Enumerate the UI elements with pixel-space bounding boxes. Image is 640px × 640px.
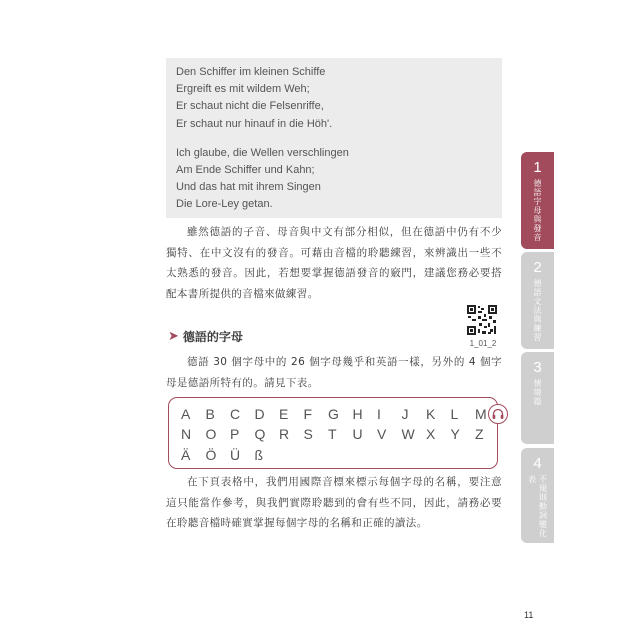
- letter: M: [475, 406, 487, 422]
- letter: R: [279, 426, 290, 442]
- letter: T: [328, 426, 337, 442]
- tab-number: 1: [533, 159, 542, 176]
- tab-chapter-3[interactable]: [521, 352, 554, 444]
- alphabet-row-1: [181, 406, 500, 422]
- tab-label: 情境篇: [533, 379, 542, 406]
- letter: Ü: [230, 447, 241, 463]
- tab-number: 3: [533, 359, 542, 376]
- tab-chapter-2[interactable]: [521, 252, 554, 349]
- section-heading-text: 德語的字母: [182, 330, 243, 344]
- poem-stanza-2: [176, 145, 502, 214]
- tab-chapter-4[interactable]: [521, 448, 554, 543]
- letter: J: [401, 406, 409, 422]
- poem-box: [166, 58, 502, 218]
- headphones-icon[interactable]: [488, 404, 508, 424]
- poem-line: Er schaut nur hinauf in die Höh'.: [176, 117, 333, 130]
- poem-line: Ergreift es mit wildem Weh;: [176, 83, 310, 96]
- tab-number: 4: [533, 455, 542, 472]
- alphabet-intro-paragraph: 德語 30 個字母中的 26 個字母幾乎和英語一樣，另外的 4 個字母是德語所特有的。請見下表。: [166, 356, 502, 389]
- letter: X: [426, 426, 436, 442]
- letter: C: [230, 406, 241, 422]
- letter: Q: [254, 426, 266, 442]
- letter: Y: [450, 426, 460, 442]
- audio-track-label: 1_01_2: [469, 339, 497, 348]
- tab-label: 德語字母與發音: [533, 179, 542, 242]
- qr-code-icon[interactable]: [466, 304, 498, 336]
- arrow-right-icon: ➤: [168, 329, 179, 344]
- letter: N: [181, 426, 192, 442]
- poem-line: Die Lore-Ley getan.: [176, 198, 273, 211]
- alphabet-row-3: [181, 447, 279, 463]
- letter: U: [352, 426, 363, 442]
- letter: P: [230, 426, 240, 442]
- poem-line: Ich glaube, die Wellen verschlingen: [176, 146, 349, 159]
- section-heading: [168, 328, 243, 345]
- letter: O: [205, 426, 217, 442]
- letter: F: [303, 406, 313, 422]
- poem-line: Er schaut nicht die Felsenriffe,: [176, 100, 324, 113]
- page-number: 11: [524, 610, 534, 620]
- alphabet-row-2: [181, 426, 500, 442]
- poem-stanza-1: [176, 64, 502, 133]
- tab-label: 不規則動詞變化表: [527, 475, 548, 538]
- poem-line: Am Ende Schiffer und Kahn;: [176, 164, 315, 177]
- letter: S: [303, 426, 313, 442]
- letter: B: [205, 406, 215, 422]
- letter: I: [377, 406, 381, 422]
- letter: Ö: [205, 447, 217, 463]
- letter: V: [377, 426, 387, 442]
- letter: W: [401, 426, 415, 442]
- letter: L: [450, 406, 459, 422]
- letter: H: [352, 406, 363, 422]
- tab-number: 2: [533, 259, 542, 276]
- letter: Ä: [181, 447, 191, 463]
- letter: ß: [254, 447, 264, 463]
- alphabet-table: [168, 397, 498, 469]
- letter: G: [328, 406, 339, 422]
- tab-chapter-1[interactable]: [521, 152, 554, 249]
- letter: E: [279, 406, 289, 422]
- tab-label: 德語文法與練習: [533, 279, 542, 342]
- letter: A: [181, 406, 191, 422]
- letter: D: [254, 406, 265, 422]
- letter: Z: [475, 426, 484, 442]
- intro-paragraph: 雖然德語的子音、母音與中文有部分相似，但在德語中仍有不少獨特、在中文沒有的發音。可藉由音檔的聆聽練習，來辨識出一些不太熟悉的發音。因此，若想要掌握德語發音的竅門，建議您務必要搭配本書所提供的音檔來做練習。: [166, 226, 502, 300]
- poem-line: Den Schiffer im kleinen Schiffe: [176, 66, 326, 78]
- poem-line: Und das hat mit ihrem Singen: [176, 181, 321, 194]
- ipa-note-paragraph: 在下頁表格中，我們用國際音標來標示每個字母的名稱，要注意這只能當作參考，與我們實際聆聽到的會有些不同，因此，請務必要在聆聽音檔時確實掌握每個字母的名稱和正確的讀法。: [166, 476, 502, 529]
- letter: K: [426, 406, 436, 422]
